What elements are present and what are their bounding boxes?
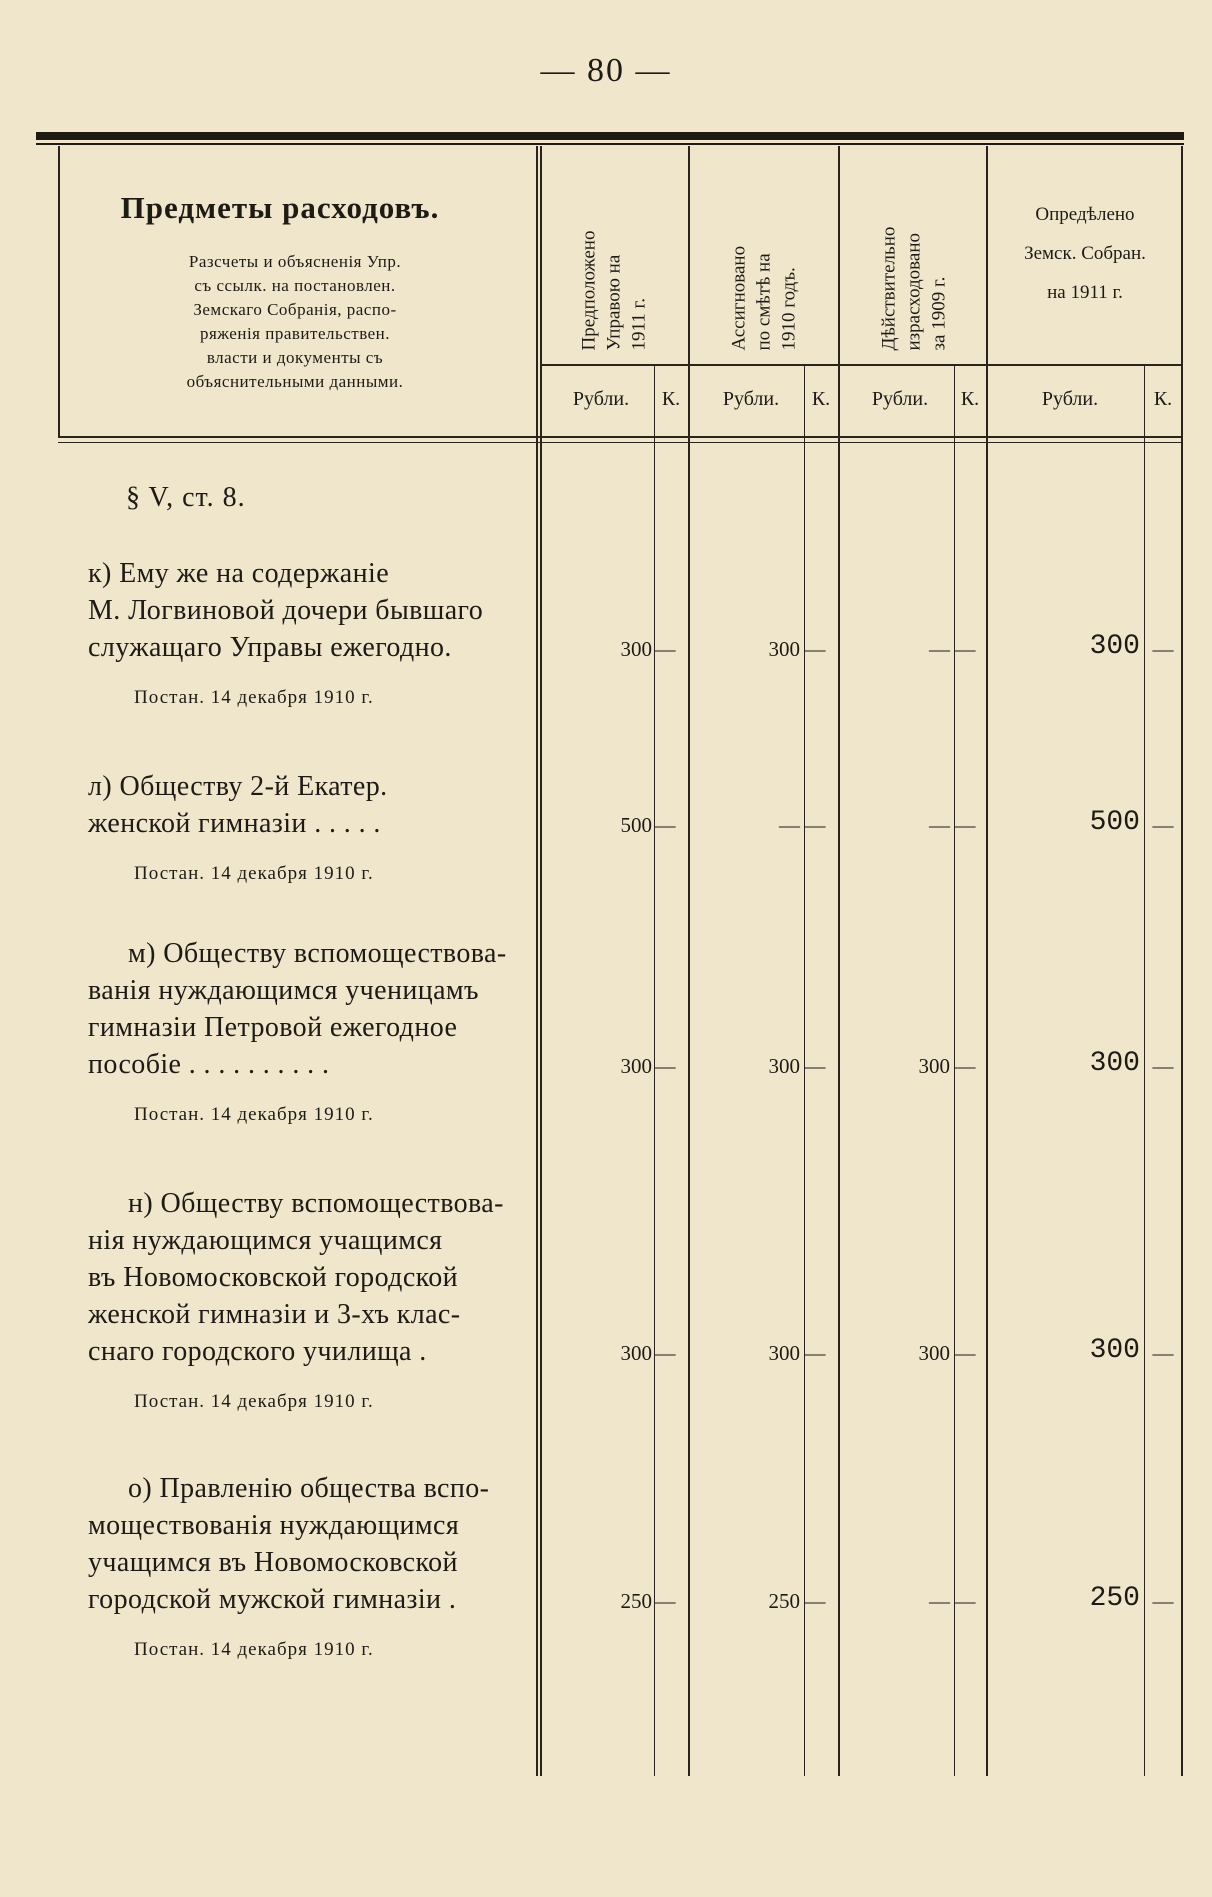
col-header-assigned: Ассигновано по смѣтѣ на 1910 годъ. — [728, 245, 800, 350]
column-rule-4 — [986, 146, 988, 1776]
item-note: Постан. 14 декабря 1910 г. — [134, 1391, 374, 1412]
item-line: женской гимназіи . . . . . — [88, 808, 381, 839]
kop-assigned: — — [804, 1589, 826, 1613]
unit-rub-2: Рубли. — [722, 388, 780, 410]
item-text — [88, 1470, 520, 1618]
item-line: учащимся въ Новомосковской — [88, 1547, 458, 1578]
value-determined: 300 — [1089, 1048, 1140, 1079]
item-line: М. Логвиновой дочери бывшаго — [88, 595, 484, 626]
value-spent: 300 — [918, 1341, 950, 1365]
value-proposed: 300 — [620, 1341, 652, 1365]
item-line: к) Ему же на содержаніе — [88, 558, 390, 589]
table-subtitle: Разсчеты и объясненія Упр. съ ссылк. на постановлен. Земскаго Собранія, распо- ряженія правительствен. власти и документы съ объяснительными данными. — [186, 252, 404, 391]
item-note: Постан. 14 декабря 1910 г. — [134, 1104, 374, 1125]
header-sub-rule — [540, 364, 1182, 366]
item-text — [88, 555, 520, 666]
value-spent: — — [929, 813, 950, 837]
value-determined: 500 — [1089, 807, 1140, 838]
col-header-spent: Дѣйствительно израсходовано за 1909 г. — [878, 226, 950, 350]
col-header-determined: Опредѣлено Земск. Собран. на 1911 г. — [1024, 204, 1146, 303]
unit-rub-4: Рубли. — [1041, 388, 1099, 410]
item-line: м) Обществу вспомоществова- — [128, 938, 507, 969]
kop-assigned: — — [804, 1341, 826, 1365]
kop-proposed: — — [654, 637, 676, 661]
item-line: женской гимназіи и 3-хъ клас- — [88, 1299, 461, 1330]
kop-determined: — — [1152, 637, 1174, 661]
value-proposed: 250 — [620, 1589, 652, 1613]
item-line: ванія нуждающимся ученицамъ — [88, 975, 479, 1006]
value-assigned: 250 — [768, 1589, 800, 1613]
kop-spent: — — [954, 637, 976, 661]
unit-kop-4: К. — [1153, 388, 1173, 410]
kop-proposed: — — [654, 1054, 676, 1078]
column-rule-2 — [688, 146, 690, 1776]
value-determined: 300 — [1089, 1335, 1140, 1366]
column-rule-1b — [540, 146, 542, 1776]
kop-determined: — — [1152, 1589, 1174, 1613]
value-proposed: 300 — [620, 1054, 652, 1078]
kop-spent: — — [954, 1589, 976, 1613]
kop-assigned: — — [804, 813, 826, 837]
kop-proposed: — — [654, 813, 676, 837]
item-line: служащаго Управы ежегодно. — [88, 632, 452, 663]
column-rule-3 — [838, 146, 840, 1776]
value-assigned: 300 — [768, 1341, 800, 1365]
value-assigned: — — [779, 813, 800, 837]
item-line: гимназіи Петровой ежегодное — [88, 1012, 458, 1043]
value-determined: 250 — [1089, 1583, 1140, 1614]
kop-determined: — — [1152, 813, 1174, 837]
kop-assigned: — — [804, 637, 826, 661]
unit-rub-1: Рубли. — [572, 388, 630, 410]
item-line: снаго городского училища . — [88, 1336, 427, 1367]
value-proposed: 300 — [620, 637, 652, 661]
column-rule-1 — [536, 146, 538, 1776]
unit-rub-3: Рубли. — [871, 388, 929, 410]
unit-kop-1: К. — [661, 388, 681, 410]
col-header-proposed: Предположено Управою на 1911 г. — [578, 230, 650, 350]
value-determined: 300 — [1089, 631, 1140, 662]
item-line: въ Новомосковской городской — [88, 1262, 459, 1293]
kop-determined: — — [1152, 1054, 1174, 1078]
unit-kop-3: К. — [960, 388, 980, 410]
kop-spent: — — [954, 1341, 976, 1365]
value-spent: — — [929, 1589, 950, 1613]
kop-proposed: — — [654, 1341, 676, 1365]
item-text — [88, 935, 520, 1083]
item-line: пособіе . . . . . . . . . . — [88, 1049, 330, 1080]
page-number: — 80 — — [540, 52, 672, 89]
kop-determined: — — [1152, 1341, 1174, 1365]
item-line: городской мужской гимназіи . — [88, 1584, 457, 1615]
item-note: Постан. 14 декабря 1910 г. — [134, 1639, 374, 1660]
item-line: нія нуждающимся учащимся — [88, 1225, 443, 1256]
value-spent: 300 — [918, 1054, 950, 1078]
item-note: Постан. 14 декабря 1910 г. — [134, 687, 374, 708]
value-assigned: 300 — [768, 637, 800, 661]
table-title: Предметы расходовъ. — [120, 190, 440, 225]
top-rule-thin — [36, 143, 1184, 145]
item-line: о) Правленію общества вспо- — [128, 1473, 490, 1504]
item-note: Постан. 14 декабря 1910 г. — [134, 863, 374, 884]
top-rule — [36, 132, 1184, 140]
kop-proposed: — — [654, 1589, 676, 1613]
value-assigned: 300 — [768, 1054, 800, 1078]
value-proposed: 500 — [620, 813, 652, 837]
header-bottom-rule — [58, 436, 1182, 438]
kop-spent: — — [954, 813, 976, 837]
section-heading: § V, ст. 8. — [126, 482, 246, 513]
value-spent: — — [929, 637, 950, 661]
item-text — [88, 1185, 520, 1370]
kop-rule-4 — [1144, 366, 1145, 1776]
item-line: н) Обществу вспомоществова- — [128, 1188, 504, 1219]
kop-assigned: — — [804, 1054, 826, 1078]
item-line: моществованія нуждающимся — [88, 1510, 460, 1541]
item-text — [88, 768, 520, 842]
table-border-right — [1181, 146, 1183, 1776]
kop-spent: — — [954, 1054, 976, 1078]
unit-kop-2: К. — [811, 388, 831, 410]
header-bottom-rule-2 — [58, 442, 1182, 443]
item-line: л) Обществу 2-й Екатер. — [88, 771, 388, 802]
